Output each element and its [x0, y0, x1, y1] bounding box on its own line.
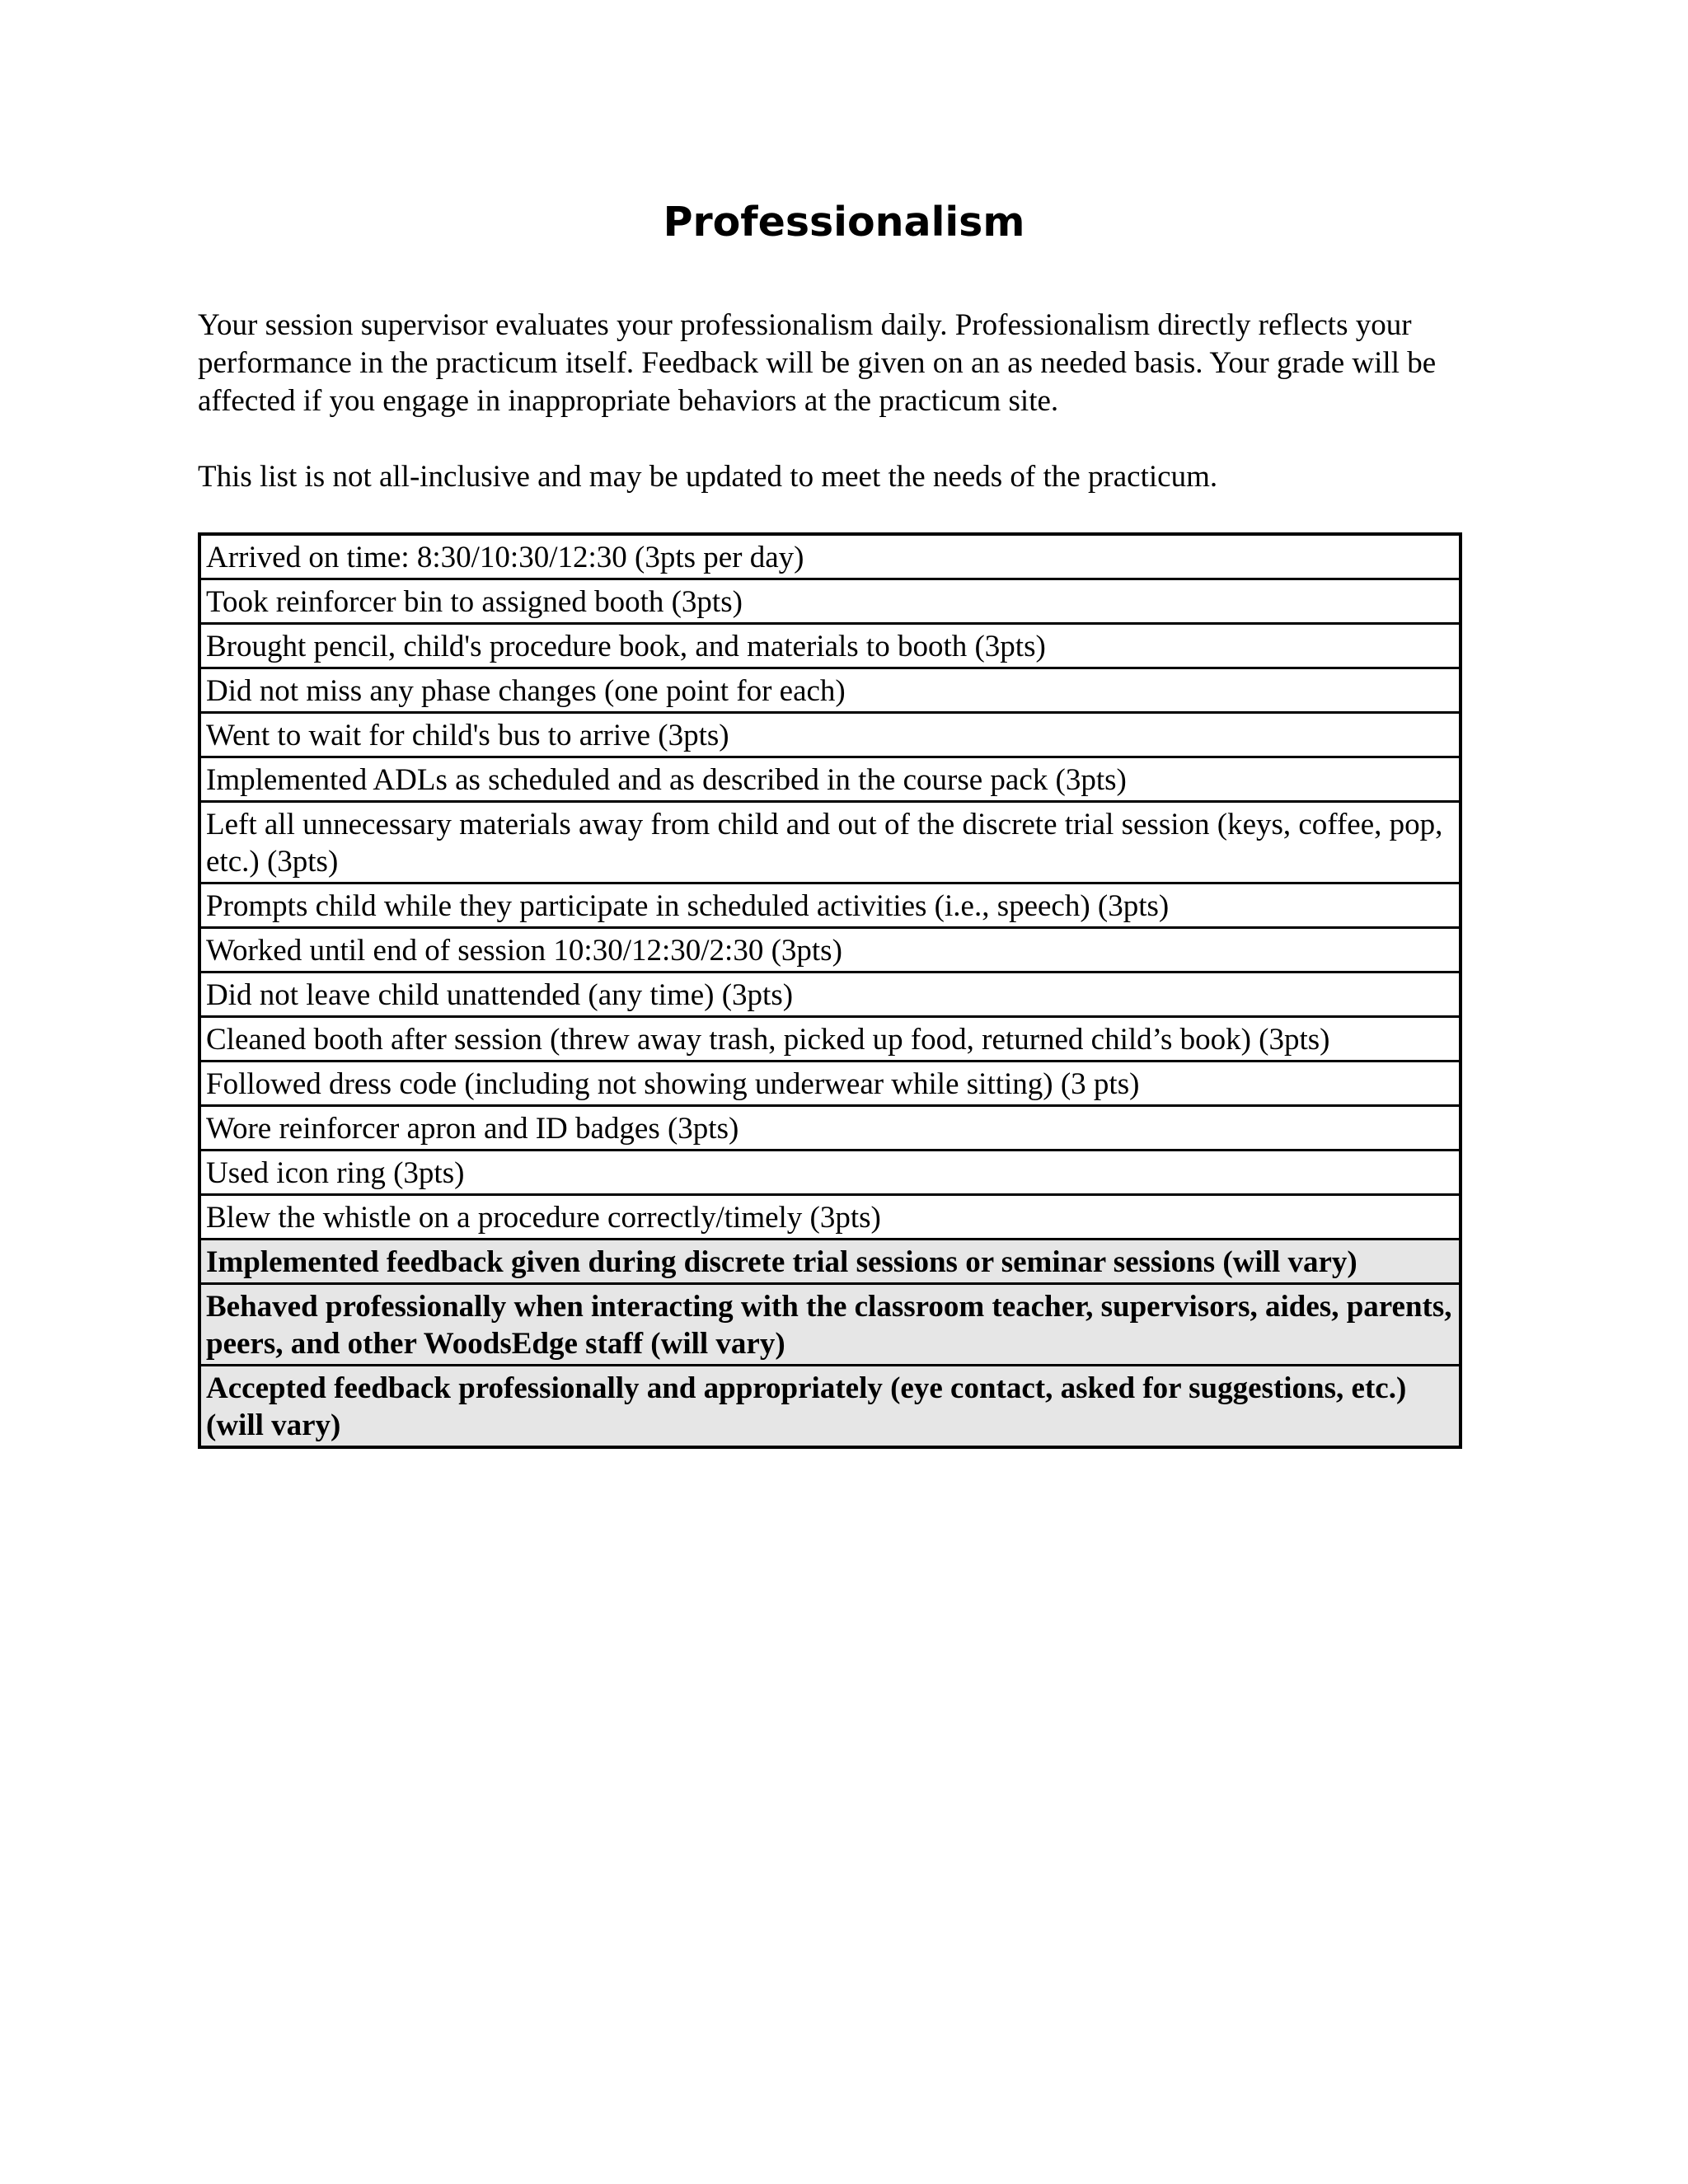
table-row — [199, 668, 1461, 713]
intro-paragraph: Your session supervisor evaluates your professionalism daily. Professionalism directly reflects your performance in the practicum itself. Feedback will be given on an as needed basis. Your grade will be affected if you engage in inappropriate behaviors at the practicum site. — [198, 308, 1437, 418]
criteria-table — [198, 532, 1462, 1449]
criteria-cell: Implemented feedback given during discrete trial sessions or seminar sessions (will vary) — [199, 1240, 1461, 1284]
table-row — [199, 1017, 1461, 1062]
table-row — [199, 1106, 1461, 1151]
table-row — [199, 1062, 1461, 1106]
criteria-cell: Took reinforcer bin to assigned booth (3pts) — [199, 579, 1461, 624]
table-row — [199, 972, 1461, 1017]
criteria-cell: Blew the whistle on a procedure correctly/timely (3pts) — [199, 1195, 1461, 1240]
criteria-cell: Did not leave child unattended (any time) (3pts) — [199, 972, 1461, 1017]
criteria-cell: Wore reinforcer apron and ID badges (3pts) — [199, 1106, 1461, 1151]
criteria-cell: Brought pencil, child's procedure book, and materials to booth (3pts) — [199, 624, 1461, 668]
note-paragraph: This list is not all-inclusive and may be updated to meet the needs of the practicum. — [198, 460, 1218, 494]
table-row — [199, 883, 1461, 928]
table-row-variable — [199, 1284, 1461, 1366]
criteria-cell: Left all unnecessary materials away from child and out of the discrete trial session (keys, coffee, pop, etc.) (3pts) — [199, 802, 1461, 883]
table-row — [199, 928, 1461, 972]
criteria-cell: Arrived on time: 8:30/10:30/12:30 (3pts per day) — [199, 534, 1461, 579]
table-row-variable — [199, 1366, 1461, 1448]
table-row — [199, 713, 1461, 757]
criteria-cell: Accepted feedback professionally and appropriately (eye contact, asked for suggestions, etc.) (will vary) — [199, 1366, 1461, 1448]
criteria-cell: Did not miss any phase changes (one point for each) — [199, 668, 1461, 713]
table-row — [199, 757, 1461, 802]
criteria-cell: Prompts child while they participate in scheduled activities (i.e., speech) (3pts) — [199, 883, 1461, 928]
table-row — [199, 1195, 1461, 1240]
criteria-cell: Worked until end of session 10:30/12:30/2:30 (3pts) — [199, 928, 1461, 972]
criteria-cell: Followed dress code (including not showing underwear while sitting) (3 pts) — [199, 1062, 1461, 1106]
table-row — [199, 579, 1461, 624]
criteria-cell: Used icon ring (3pts) — [199, 1151, 1461, 1195]
page-title: Professionalism — [663, 199, 1025, 246]
criteria-cell: Cleaned booth after session (threw away trash, picked up food, returned child’s book) (3pts) — [199, 1017, 1461, 1062]
table-row — [199, 624, 1461, 668]
criteria-cell: Went to wait for child's bus to arrive (3pts) — [199, 713, 1461, 757]
criteria-cell: Behaved professionally when interacting with the classroom teacher, supervisors, aides, parents, peers, and other WoodsEdge staff (will vary) — [199, 1284, 1461, 1366]
table-row — [199, 802, 1461, 883]
criteria-cell: Implemented ADLs as scheduled and as described in the course pack (3pts) — [199, 757, 1461, 802]
table-row-variable — [199, 1240, 1461, 1284]
table-row — [199, 534, 1461, 579]
table-row — [199, 1151, 1461, 1195]
